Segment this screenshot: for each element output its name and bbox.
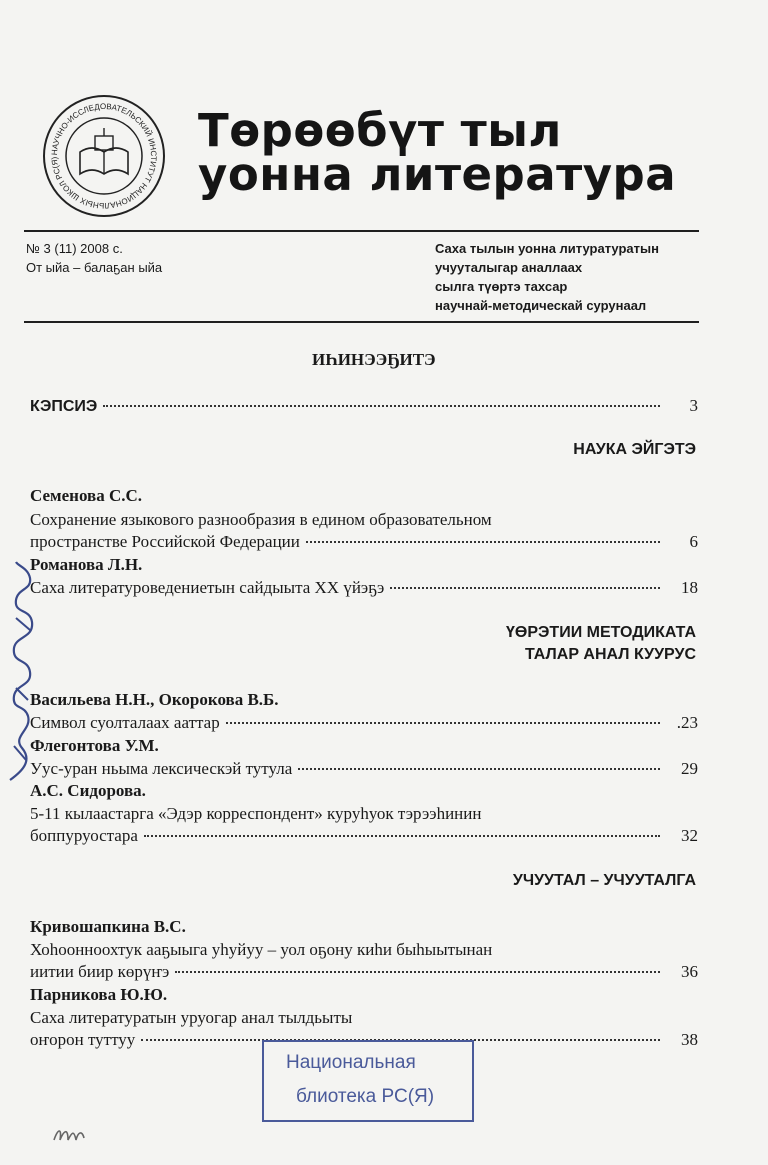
stamp-line2: блиотека РС(Я) [296, 1086, 435, 1107]
leader-dots [298, 768, 660, 770]
issue-period: От ыйа – балаҕан ыйа [26, 260, 163, 275]
page-number: 38 [681, 1030, 698, 1049]
toc-entry-intro[interactable] [30, 396, 698, 416]
entry-title-line: Сохранение языкового разнообразия в едином образовательном [30, 510, 492, 529]
toc-entry[interactable] [30, 759, 698, 779]
entry-author: Романова Л.Н. [30, 555, 143, 574]
institute-logo [40, 92, 168, 220]
leader-dots [144, 835, 660, 837]
page-number: 18 [681, 578, 698, 597]
entry-title: КЭПСИЭ [30, 398, 98, 415]
issue-number: № 3 (11) 2008 с. [26, 241, 123, 256]
header-rule-bottom [24, 321, 699, 323]
journal-description-3: сылга түөртэ тахсар [435, 279, 568, 294]
entry-title-line: Саха литературатын уруогар анал тылдьыты [30, 1008, 353, 1027]
leader-dots [306, 541, 660, 543]
header-rule-top [24, 230, 699, 232]
toc-entry[interactable] [30, 532, 698, 552]
entry-author: Парникова Ю.Ю. [30, 985, 168, 1004]
library-stamp [262, 1040, 474, 1122]
entry-author: Васильева Н.Н., Окорокова В.Б. [30, 690, 279, 709]
toc-entry[interactable] [30, 962, 698, 982]
entry-title-line: Символ суолталаах ааттар [30, 713, 220, 732]
journal-description-4: научнай-методическай сурунаал [435, 298, 647, 313]
entry-title-line: пространстве Российской Федерации [30, 532, 300, 551]
journal-title-line2: уонна литература [198, 148, 677, 201]
entry-author: Флегонтова У.М. [30, 736, 159, 755]
page-number: 32 [681, 826, 698, 845]
journal-description-1: Саха тылын уонна литуратуратын [435, 241, 659, 256]
section-title-methodology-2: ТАЛАР АНАЛ КУУРУС [525, 646, 696, 663]
entry-title-line: иитии биир көрүҥэ [30, 962, 170, 981]
leader-dots [226, 722, 660, 724]
page-number: .23 [676, 713, 698, 732]
section-title-teacher: УЧУУТАЛ – УЧУУТАЛГА [512, 872, 696, 889]
journal-title-line1: Төрөөбүт тыл [198, 104, 562, 157]
section-title-methodology-1: ҮӨРЭТИИ МЕТОДИКАТА [506, 624, 696, 641]
entry-title-line: 5-11 кылаастарга «Эдэр корреспондент» куруһуок тэрээһинин [30, 804, 482, 823]
handwritten-mark [50, 1118, 90, 1148]
entry-author: А.С. Сидорова. [30, 781, 146, 800]
entry-title-line: Хоһоонноохтук ааҕыыга уһуйуу – уол оҕону киһи быһыытынан [30, 940, 493, 959]
section-title-science: НАУКА ЭЙГЭТЭ [573, 441, 696, 458]
page-number: 29 [681, 759, 698, 778]
contents-heading: ИҺИНЭЭҔИТЭ [312, 350, 436, 369]
entry-author: Кривошапкина В.С. [30, 917, 186, 936]
entry-title-line: боппуруостара [30, 826, 138, 845]
handwritten-annotation [4, 560, 40, 790]
entry-title-line: оҥорон туттуу [30, 1030, 136, 1049]
entry-author: Семенова С.С. [30, 486, 143, 505]
journal-description-2: учууталыгар аналлаах [435, 260, 583, 275]
page-number: 36 [681, 962, 698, 981]
page-number: 6 [689, 532, 698, 551]
logo-ring-text: НАУЧНО-ИССЛЕДОВАТЕЛЬСКИЙ ИНСТИТУТ НАЦИОНАЛЬНЫХ ШКОЛ РС(Я) [49, 101, 159, 211]
leader-dots [390, 587, 660, 589]
stamp-line1: Национальная [286, 1052, 416, 1073]
entry-title-line: Саха литературоведениетын сайдыыта ХХ үйэҕэ [30, 578, 385, 597]
leader-dots [175, 971, 660, 973]
toc-entry[interactable] [30, 826, 698, 846]
toc-entry[interactable] [30, 713, 698, 733]
entry-title-line: Уус-уран ньыма лексическэй тутула [30, 759, 293, 778]
page-number: 3 [689, 396, 698, 415]
toc-entry[interactable] [30, 578, 698, 598]
leader-dots [103, 405, 660, 407]
